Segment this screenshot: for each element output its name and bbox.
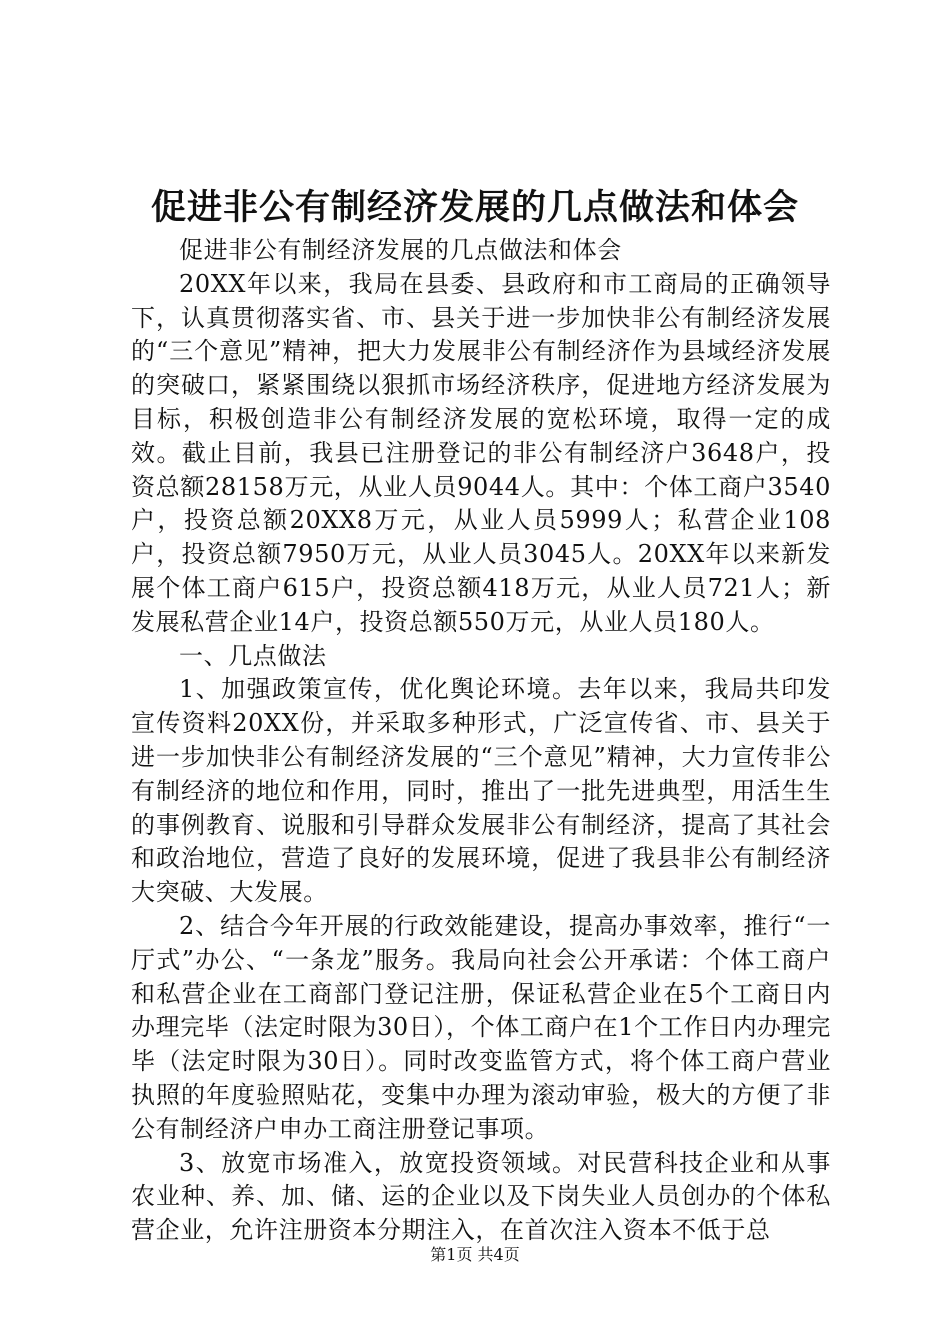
section-heading: 一、几点做法 — [179, 641, 327, 670]
method-paragraph-2: 2、结合今年开展的行政效能建设，提高办事效率，推行“一厅式”办公、“一条龙”服务。我局向社会公开承诺：个体工商户和私营企业在工商部门登记注册，保证私营企业在5个工商日内办理完毕（法定时限为30日），个体工商户在1个工作日内办理完毕（法定时限为30日）。同时改变监管方式，将个体工商户营业执照的年度验照贴花，变集中办理为滚动审验，极大的方便了非公有制经济户申办工商注册登记事项。 — [131, 911, 831, 1143]
page-number-footer: 第1页 共4页 — [430, 1245, 520, 1264]
method-paragraph-1: 1、加强政策宣传，优化舆论环境。去年以来，我局共印发宣传资料20XX份，并采取多种形式，广泛宣传省、市、县关于进一步加快非公有制经济发展的“三个意见”精神，大力宣传非公有制经济的地位和作用，同时，推出了一批先进典型，用活生生的事例教育、说服和引导群众发展非公有制经济，提高了其社会和政治地位，营造了良好的发展环境，促进了我县非公有制经济大突破、大发展。 — [131, 675, 831, 907]
method-paragraph-3: 3、放宽市场准入，放宽投资领域。对民营科技企业和从事农业种、养、加、储、运的企业以及下岗失业人员创办的个体私营企业，允许注册资本分期注入，在首次注入资本不低于总 — [131, 1148, 831, 1245]
document-body — [131, 234, 831, 1248]
document-title: 促进非公有制经济发展的几点做法和体会 — [150, 187, 799, 228]
intro-paragraph: 20XX年以来，我局在县委、县政府和市工商局的正确领导下，认真贯彻落实省、市、县关于进一步加快非公有制经济发展的“三个意见”精神，把大力发展非公有制经济作为县域经济发展的突破口，紧紧围绕以狠抓市场经济秩序，促进地方经济发展为目标，积极创造非公有制经济发展的宽松环境，取得一定的成效。截止目前，我县已注册登记的非公有制经济户3648户，投资总额28158万元，从业人员9044人。其中：个体工商户3540户，投资总额20XX8万元，从业人员5999人；私营企业108户，投资总额7950万元，从业人员3045人。20XX年以来新发展个体工商户615户，投资总额418万元，从业人员721人；新发展私营企业14户，投资总额550万元，从业人员180人。 — [131, 269, 831, 636]
subtitle-paragraph: 促进非公有制经济发展的几点做法和体会 — [179, 236, 622, 264]
